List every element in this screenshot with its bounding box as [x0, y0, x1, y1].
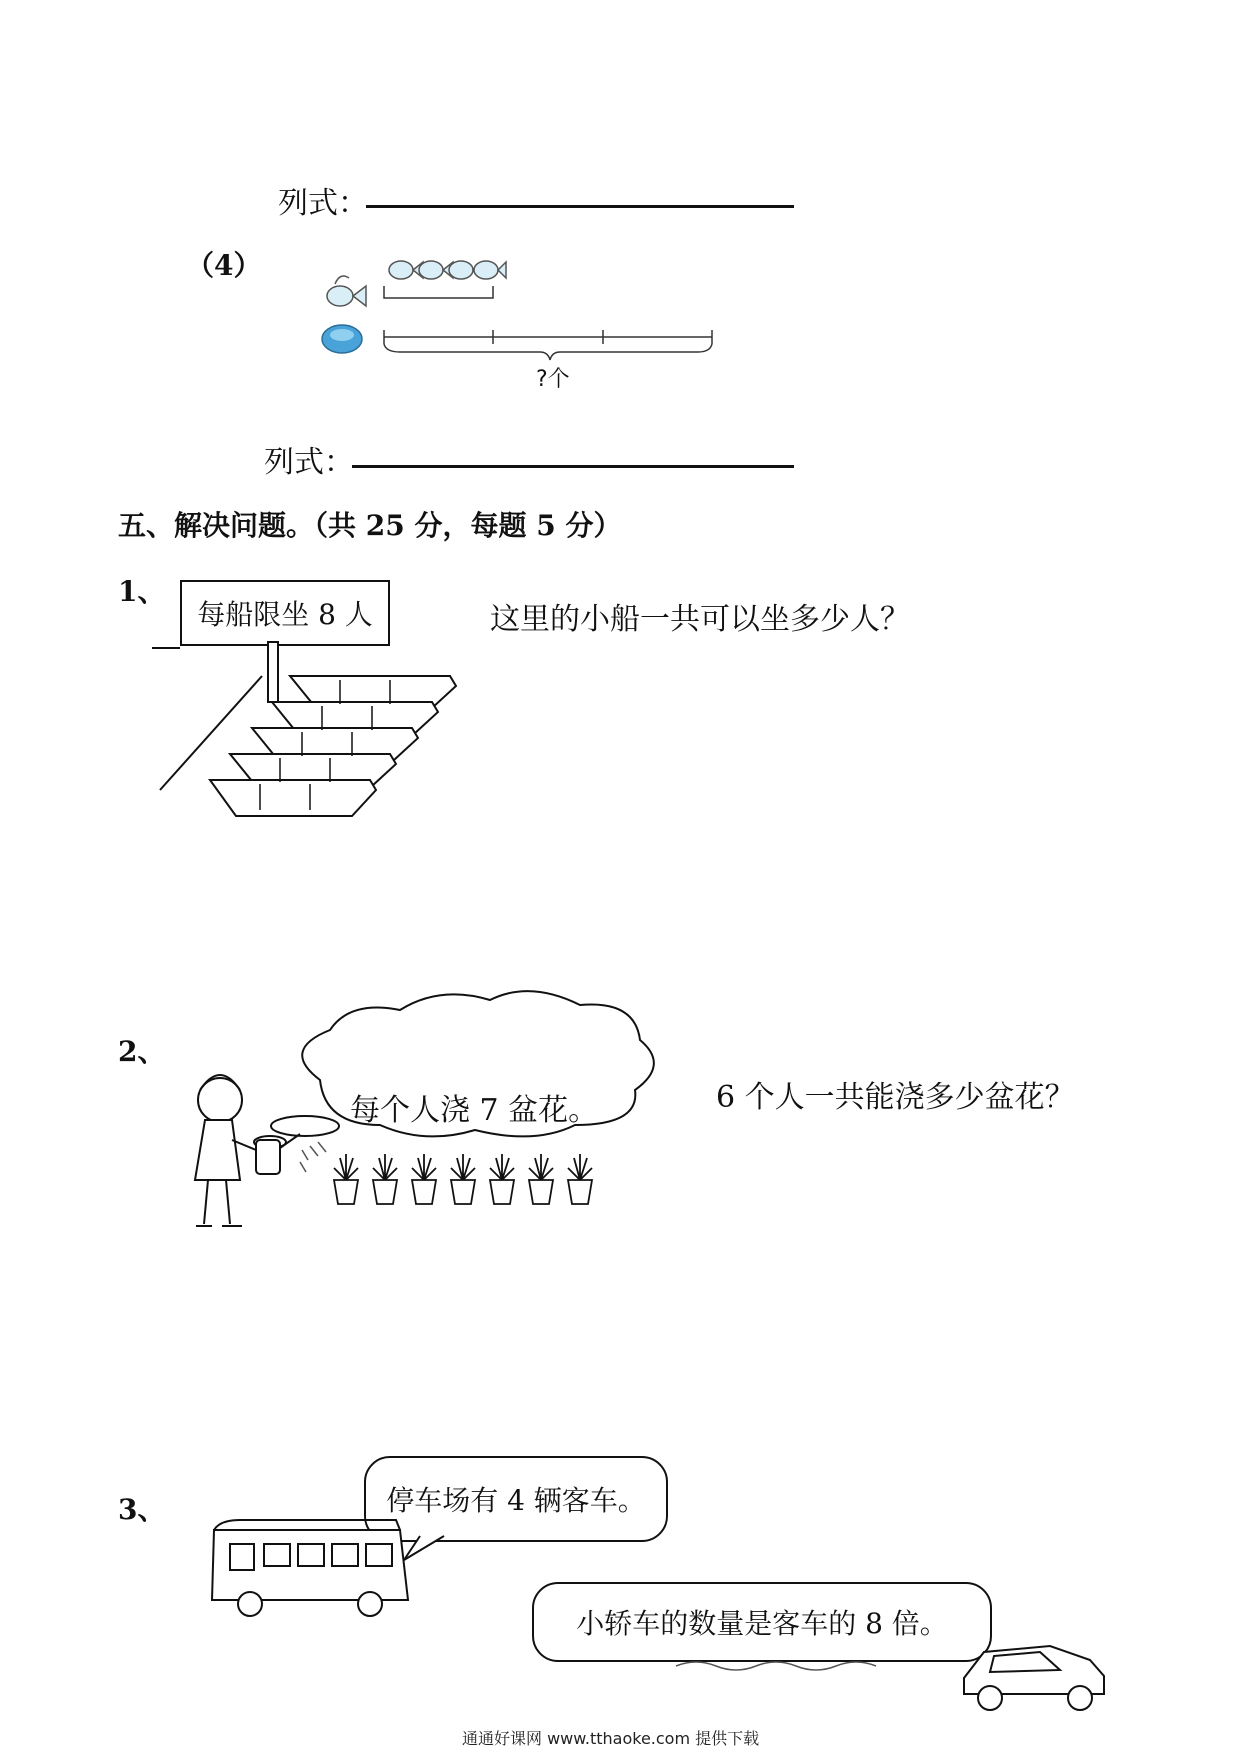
- q3-number: 3、: [118, 1493, 166, 1526]
- q1-number: 1、: [118, 575, 166, 608]
- boat-sign: 每船限坐 8 人: [180, 580, 390, 646]
- q2-question: 6 个人一共能浇多少盆花？: [716, 1080, 1075, 1115]
- q2-bubble-text: 每个人浇 7 盆花。: [350, 1093, 599, 1128]
- q2-number: 2、: [118, 1035, 166, 1068]
- formula-label-2: 列式：: [264, 445, 354, 480]
- car-speech-bubble: 小轿车的数量是客车的 8 倍。: [532, 1582, 992, 1662]
- bus-speech-bubble: 停车场有 4 辆客车。: [364, 1456, 668, 1542]
- footer-text: 通通好课网 www.tthaoke.com 提供下载: [462, 1729, 760, 1748]
- bus-icon: [212, 1520, 408, 1616]
- car-icon: [964, 1646, 1104, 1710]
- unknown-label: ?个: [536, 367, 570, 392]
- q1-question: 这里的小船一共可以坐多少人？: [490, 602, 910, 637]
- section-title: 五、解决问题。（共 25 分，每题 5 分）: [118, 509, 622, 542]
- formula-label-1: 列式：: [278, 186, 368, 221]
- question-number-4: （4）: [186, 249, 262, 282]
